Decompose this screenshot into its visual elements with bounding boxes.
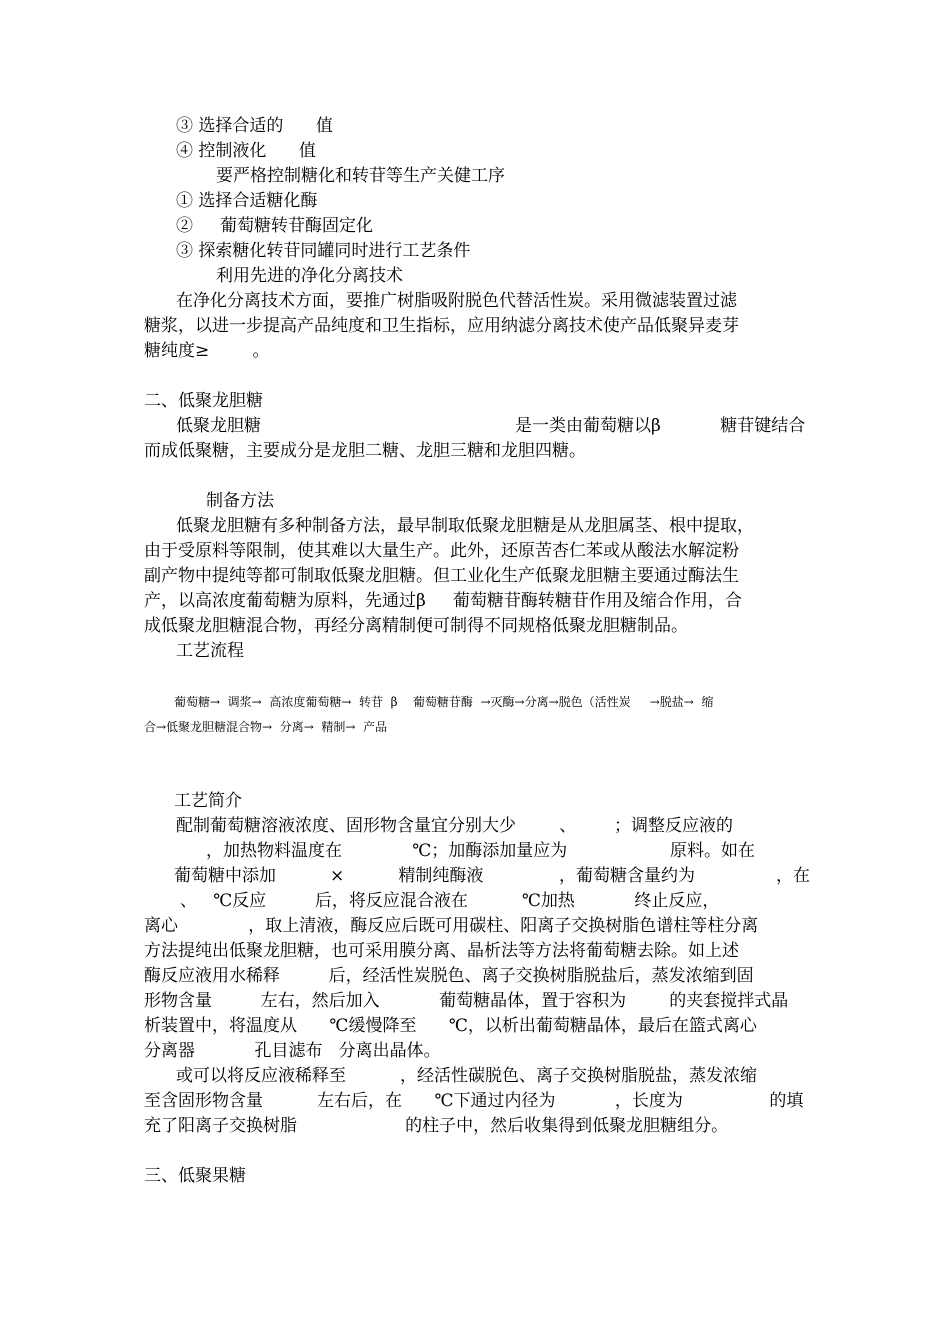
text-line: 低聚龙胆糖有多种制备方法，最早制取低聚龙胆糖是从龙胆属茎、根中提取， bbox=[176, 516, 754, 536]
text-line: 葡萄糖中添加 × 精制纯酶液 ，葡萄糖含量约为 ，在 bbox=[174, 866, 811, 886]
text-line: ④ 控制液化 值 bbox=[176, 141, 316, 161]
text-line: ① 选择合适糖化酶 bbox=[176, 191, 318, 211]
text-line: 方法提纯出低聚龙胆糖，也可采用膜分离、晶析法等方法将葡萄糖去除。如上述 bbox=[144, 941, 739, 961]
text-line: 糖浆，以进一步提高产品纯度和卫生指标，应用纳滤分离技术使产品低聚异麦芽 bbox=[144, 316, 739, 336]
text-line: 至含固形物含量 左右后，在 ℃下通过内径为 ，长度为 的填 bbox=[144, 1091, 804, 1111]
text-line: ② 葡萄糖转苷酶固定化 bbox=[176, 216, 374, 236]
subheading: 制备方法 bbox=[206, 491, 274, 511]
text-line: 糖纯度≥ 。 bbox=[144, 341, 270, 361]
section-heading: 二、低聚龙胆糖 bbox=[144, 391, 263, 411]
text-line: 离心 ，取上清液，酶反应后既可用碳柱、阳离子交换树脂色谱柱等柱分离 bbox=[144, 916, 759, 936]
text-line: 在净化分离技术方面，要推广树脂吸附脱色代替活性炭。采用微滤装置过滤 bbox=[176, 291, 737, 311]
text-line: 酶反应液用水稀释 后，经活性炭脱色、离子交换树脂脱盐后，蒸发浓缩到固 bbox=[144, 966, 754, 986]
subheading: 工艺流程 bbox=[176, 641, 244, 661]
text-line: 要严格控制糖化和转苷等生产关健工序 bbox=[216, 166, 505, 186]
text-line: ，加热物料温度在 ℃；加酶添加量应为 原料。如在 bbox=[206, 841, 755, 861]
text-line: 低聚龙胆糖 是一类由葡萄糖以β 糖苷键结合 bbox=[176, 416, 806, 436]
process-flow-line: 葡萄糖→ 调浆→ 高浓度葡萄糖→ 转苷 β 葡萄糖苷酶 →灭酶→分离→脱色（活性炭 →脱盐→ 缩 bbox=[174, 695, 714, 709]
process-flow-line: 合→低聚龙胆糖混合物→ 分离→ 精制→ 产品 bbox=[144, 720, 388, 734]
text-line: 析装置中，将温度从 ℃缓慢降至 ℃，以析出葡萄糖晶体，最后在篮式离心 bbox=[144, 1016, 757, 1036]
text-line: ③ 探索糖化转苷同罐同时进行工艺条件 bbox=[176, 241, 471, 261]
text-line: 或可以将反应液稀释至 ，经活性碳脱色、离子交换树脂脱盐，蒸发浓缩 bbox=[176, 1066, 758, 1086]
text-line: 、 ℃反应 后，将反应混合液在 ℃加热 终止反应， bbox=[180, 891, 720, 911]
text-line: 产，以高浓度葡萄糖为原料，先通过β 葡萄糖苷酶转糖苷作用及缩合作用，合 bbox=[144, 591, 742, 611]
text-line: 成低聚龙胆糖混合物，再经分离精制便可制得不同规格低聚龙胆糖制品。 bbox=[144, 616, 688, 636]
text-line: 充了阳离子交换树脂 的柱子中，然后收集得到低聚龙胆糖组分。 bbox=[144, 1116, 729, 1136]
text-line: 由于受原料等限制，使其难以大量生产。此外，还原苦杏仁苯或从酸法水解淀粉 bbox=[144, 541, 739, 561]
section-heading: 三、低聚果糖 bbox=[144, 1166, 246, 1186]
text-line: 副产物中提纯等都可制取低聚龙胆糖。但工业化生产低聚龙胆糖主要通过酶法生 bbox=[144, 566, 739, 586]
subheading: 工艺简介 bbox=[174, 791, 242, 811]
text-line: 利用先进的净化分离技术 bbox=[216, 266, 403, 286]
text-line: ③ 选择合适的 值 bbox=[176, 116, 333, 136]
text-line: 配制葡萄糖溶液浓度、固形物含量宜分别大少 、 ；调整反应液的 bbox=[176, 816, 734, 836]
text-line: 而成低聚糖，主要成分是龙胆二糖、龙胆三糖和龙胆四糖。 bbox=[144, 441, 586, 461]
text-line: 分离器 孔目滤布 分离出晶体。 bbox=[144, 1041, 441, 1061]
text-line: 形物含量 左右，然后加入 葡萄糖晶体，置于容积为 的夹套搅拌式晶 bbox=[144, 991, 789, 1011]
